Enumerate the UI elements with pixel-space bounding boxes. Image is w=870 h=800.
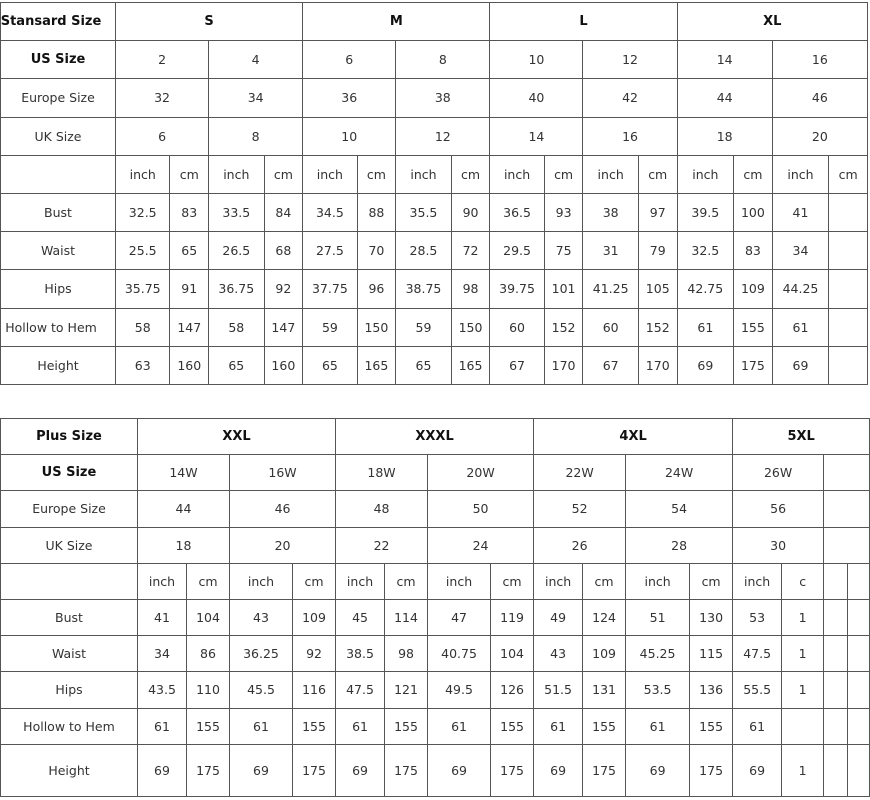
us-size-cell: 8 <box>396 41 490 79</box>
plus-size-table <box>0 418 870 797</box>
measurement-cell: 60 <box>490 308 544 346</box>
unit-cell: inch <box>534 563 583 599</box>
europe-size-label: Europe Size <box>1 79 116 117</box>
measurement-cell: 45.5 <box>230 672 293 708</box>
uk-size-cell: 20 <box>772 117 867 155</box>
europe-size-cell: 40 <box>490 79 583 117</box>
measurement-cell: 65 <box>170 232 209 270</box>
measurement-cell: 38 <box>583 193 638 231</box>
measurement-cell: 69 <box>677 346 733 384</box>
measurement-cell: 43 <box>534 636 583 672</box>
measurement-cell: 61 <box>336 708 385 744</box>
measurement-cell: 34 <box>138 636 187 672</box>
europe-size-cell: 50 <box>428 491 534 527</box>
measurement-cell: 100 <box>734 193 773 231</box>
measurement-cell: 61 <box>230 708 293 744</box>
measurement-cell: 150 <box>451 308 490 346</box>
measurement-cell: 155 <box>734 308 773 346</box>
measurement-cell <box>782 708 824 744</box>
uk-size-cell: 6 <box>116 117 209 155</box>
measurement-cell: 32.5 <box>116 193 170 231</box>
measurement-cell: 97 <box>638 193 677 231</box>
europe-size-cell: 56 <box>733 491 824 527</box>
measurement-cell: 170 <box>544 346 583 384</box>
measurement-cell: 130 <box>690 599 733 635</box>
measurement-cell: 116 <box>293 672 336 708</box>
measurement-label: Waist <box>1 636 138 672</box>
uk-size-cell: 14 <box>490 117 583 155</box>
us-size-cell: 16W <box>230 455 336 491</box>
europe-size-cell: 34 <box>209 79 303 117</box>
measurement-cell: 53.5 <box>626 672 690 708</box>
measurement-cell: 47.5 <box>733 636 782 672</box>
europe-size-cell: 36 <box>303 79 396 117</box>
measurement-cell: 69 <box>230 744 293 796</box>
unit-cell: cm <box>451 155 490 193</box>
measurement-cell <box>848 708 870 744</box>
units-label <box>1 563 138 599</box>
uk-size-row <box>1 117 868 155</box>
unit-cell: inch <box>733 563 782 599</box>
measurement-label: Bust <box>1 599 138 635</box>
unit-cell: inch <box>490 155 544 193</box>
measurement-cell: 36.5 <box>490 193 544 231</box>
measurement-cell <box>848 636 870 672</box>
measurement-cell: 61 <box>733 708 782 744</box>
measurement-cell: 124 <box>583 599 626 635</box>
units-row <box>1 563 870 599</box>
measurement-cell: 109 <box>293 599 336 635</box>
plus-size-title: Plus Size <box>1 419 138 455</box>
measurement-cell: 147 <box>264 308 303 346</box>
measurement-cell <box>829 232 868 270</box>
us-size-cell <box>824 455 870 491</box>
measurement-cell: 58 <box>209 308 264 346</box>
measurement-cell: 165 <box>357 346 396 384</box>
measurement-cell: 45 <box>336 599 385 635</box>
measurement-cell: 63 <box>116 346 170 384</box>
measurement-cell: 165 <box>451 346 490 384</box>
measurement-cell: 59 <box>396 308 451 346</box>
measurement-cell: 61 <box>428 708 491 744</box>
measurement-cell: 44.25 <box>772 270 828 308</box>
measurement-cell: 121 <box>385 672 428 708</box>
measurement-cell: 34.5 <box>303 193 357 231</box>
unit-cell <box>824 563 848 599</box>
europe-size-cell <box>824 491 870 527</box>
measurement-cell: 29.5 <box>490 232 544 270</box>
uk-size-cell: 12 <box>396 117 490 155</box>
unit-cell: cm <box>583 563 626 599</box>
measurement-cell: 67 <box>583 346 638 384</box>
measurement-cell: 47 <box>428 599 491 635</box>
unit-cell: cm <box>544 155 583 193</box>
unit-cell: inch <box>396 155 451 193</box>
measurement-cell: 32.5 <box>677 232 733 270</box>
measurement-row <box>1 270 868 308</box>
measurement-cell: 175 <box>583 744 626 796</box>
unit-cell: inch <box>428 563 491 599</box>
europe-size-label: Europe Size <box>1 491 138 527</box>
measurement-row <box>1 672 870 708</box>
size-group-4xl: 4XL <box>534 419 733 455</box>
measurement-cell: 40.75 <box>428 636 491 672</box>
measurement-cell: 131 <box>583 672 626 708</box>
measurement-cell: 31 <box>583 232 638 270</box>
measurement-cell: 25.5 <box>116 232 170 270</box>
us-size-row <box>1 455 870 491</box>
us-size-cell: 4 <box>209 41 303 79</box>
measurement-cell: 65 <box>396 346 451 384</box>
uk-size-cell <box>824 527 870 563</box>
size-group-xl: XL <box>677 3 867 41</box>
europe-size-cell: 54 <box>626 491 733 527</box>
measurement-cell <box>848 744 870 796</box>
unit-cell: cm <box>385 563 428 599</box>
measurement-cell: 69 <box>733 744 782 796</box>
measurement-row <box>1 744 870 796</box>
measurement-cell: 104 <box>491 636 534 672</box>
measurement-label: Waist <box>1 232 116 270</box>
measurement-cell: 101 <box>544 270 583 308</box>
measurement-row <box>1 193 868 231</box>
measurement-cell: 61 <box>534 708 583 744</box>
measurement-cell: 69 <box>138 744 187 796</box>
unit-cell: cm <box>690 563 733 599</box>
uk-size-row <box>1 527 870 563</box>
uk-size-cell: 24 <box>428 527 534 563</box>
measurement-cell: 93 <box>544 193 583 231</box>
measurement-cell: 55.5 <box>733 672 782 708</box>
unit-cell: inch <box>303 155 357 193</box>
uk-size-cell: 30 <box>733 527 824 563</box>
measurement-cell: 1 <box>782 636 824 672</box>
unit-cell: inch <box>230 563 293 599</box>
measurement-cell <box>829 270 868 308</box>
uk-size-label: UK Size <box>1 527 138 563</box>
us-size-cell: 26W <box>733 455 824 491</box>
measurement-cell <box>829 193 868 231</box>
measurement-cell <box>824 599 848 635</box>
uk-size-cell: 18 <box>138 527 230 563</box>
europe-size-cell: 46 <box>772 79 867 117</box>
measurement-cell <box>824 636 848 672</box>
measurement-label: Height <box>1 744 138 796</box>
measurement-cell: 1 <box>782 744 824 796</box>
measurement-cell: 175 <box>293 744 336 796</box>
measurement-cell <box>824 744 848 796</box>
measurement-cell: 175 <box>187 744 230 796</box>
measurement-cell: 69 <box>772 346 828 384</box>
plus-header-row <box>1 419 870 455</box>
measurement-cell: 67 <box>490 346 544 384</box>
measurement-cell: 104 <box>187 599 230 635</box>
europe-size-cell: 44 <box>138 491 230 527</box>
measurement-cell: 41 <box>772 193 828 231</box>
europe-size-cell: 32 <box>116 79 209 117</box>
measurement-cell: 51 <box>626 599 690 635</box>
measurement-cell: 34 <box>772 232 828 270</box>
measurement-label: Bust <box>1 193 116 231</box>
units-row <box>1 155 868 193</box>
us-size-cell: 6 <box>303 41 396 79</box>
measurement-cell: 91 <box>170 270 209 308</box>
us-size-cell: 10 <box>490 41 583 79</box>
measurement-cell: 147 <box>170 308 209 346</box>
measurement-cell: 160 <box>170 346 209 384</box>
us-size-cell: 20W <box>428 455 534 491</box>
unit-cell: inch <box>677 155 733 193</box>
measurement-cell: 96 <box>357 270 396 308</box>
measurement-cell: 58 <box>116 308 170 346</box>
us-size-label: US Size <box>1 455 138 491</box>
unit-cell: inch <box>626 563 690 599</box>
unit-cell: inch <box>116 155 170 193</box>
measurement-cell: 175 <box>385 744 428 796</box>
measurement-cell: 41 <box>138 599 187 635</box>
unit-cell: cm <box>638 155 677 193</box>
standard-header-row <box>1 3 868 41</box>
unit-cell: cm <box>491 563 534 599</box>
measurement-cell: 38.5 <box>336 636 385 672</box>
europe-size-cell: 44 <box>677 79 772 117</box>
unit-cell: inch <box>583 155 638 193</box>
measurement-cell <box>829 308 868 346</box>
measurement-cell: 35.5 <box>396 193 451 231</box>
uk-size-label: UK Size <box>1 117 116 155</box>
measurement-cell: 155 <box>385 708 428 744</box>
measurement-cell: 45.25 <box>626 636 690 672</box>
measurement-cell: 115 <box>690 636 733 672</box>
us-size-cell: 16 <box>772 41 867 79</box>
measurement-cell <box>848 672 870 708</box>
us-size-row <box>1 41 868 79</box>
measurement-cell: 72 <box>451 232 490 270</box>
us-size-cell: 18W <box>336 455 428 491</box>
measurement-cell: 98 <box>451 270 490 308</box>
measurement-cell: 49 <box>534 599 583 635</box>
measurement-cell: 37.75 <box>303 270 357 308</box>
europe-size-cell: 48 <box>336 491 428 527</box>
measurement-label: Hollow to Hem <box>1 708 138 744</box>
standard-size-table <box>0 2 868 385</box>
measurement-cell: 155 <box>583 708 626 744</box>
measurement-row <box>1 232 868 270</box>
measurement-cell: 92 <box>293 636 336 672</box>
measurement-cell: 27.5 <box>303 232 357 270</box>
unit-cell: cm <box>187 563 230 599</box>
measurement-cell: 36.25 <box>230 636 293 672</box>
measurement-cell: 49.5 <box>428 672 491 708</box>
measurement-cell: 36.75 <box>209 270 264 308</box>
measurement-cell: 83 <box>734 232 773 270</box>
measurement-cell: 39.5 <box>677 193 733 231</box>
us-size-label: US Size <box>1 41 116 79</box>
measurement-cell: 68 <box>264 232 303 270</box>
size-group-5xl: 5XL <box>733 419 870 455</box>
measurement-cell: 38.75 <box>396 270 451 308</box>
uk-size-cell: 18 <box>677 117 772 155</box>
measurement-row <box>1 346 868 384</box>
measurement-cell: 61 <box>138 708 187 744</box>
size-group-l: L <box>490 3 677 41</box>
measurement-cell: 26.5 <box>209 232 264 270</box>
uk-size-cell: 20 <box>230 527 336 563</box>
measurement-cell: 53 <box>733 599 782 635</box>
measurement-cell: 43.5 <box>138 672 187 708</box>
measurement-cell: 42.75 <box>677 270 733 308</box>
measurement-row <box>1 708 870 744</box>
measurement-row <box>1 636 870 672</box>
measurement-cell: 1 <box>782 672 824 708</box>
us-size-cell: 2 <box>116 41 209 79</box>
unit-cell: inch <box>336 563 385 599</box>
measurement-cell: 119 <box>491 599 534 635</box>
measurement-cell: 150 <box>357 308 396 346</box>
measurement-cell: 43 <box>230 599 293 635</box>
measurement-cell: 65 <box>209 346 264 384</box>
uk-size-cell: 28 <box>626 527 733 563</box>
measurement-cell: 90 <box>451 193 490 231</box>
measurement-row <box>1 308 868 346</box>
measurement-cell: 61 <box>677 308 733 346</box>
measurement-cell: 59 <box>303 308 357 346</box>
size-group-m: M <box>303 3 490 41</box>
unit-cell: cm <box>357 155 396 193</box>
unit-cell: inch <box>209 155 264 193</box>
measurement-cell: 41.25 <box>583 270 638 308</box>
measurement-cell: 51.5 <box>534 672 583 708</box>
measurement-cell: 70 <box>357 232 396 270</box>
unit-cell: c <box>782 563 824 599</box>
measurement-cell: 114 <box>385 599 428 635</box>
measurement-cell: 69 <box>428 744 491 796</box>
europe-size-cell: 42 <box>583 79 677 117</box>
measurement-cell: 92 <box>264 270 303 308</box>
measurement-cell: 110 <box>187 672 230 708</box>
measurement-cell: 152 <box>638 308 677 346</box>
measurement-cell: 86 <box>187 636 230 672</box>
measurement-cell: 126 <box>491 672 534 708</box>
measurement-cell: 61 <box>626 708 690 744</box>
measurement-cell: 84 <box>264 193 303 231</box>
measurement-cell: 155 <box>491 708 534 744</box>
units-label <box>1 155 116 193</box>
measurement-label: Hips <box>1 672 138 708</box>
uk-size-cell: 8 <box>209 117 303 155</box>
europe-size-row <box>1 491 870 527</box>
measurement-cell: 47.5 <box>336 672 385 708</box>
uk-size-cell: 16 <box>583 117 677 155</box>
unit-cell: inch <box>772 155 828 193</box>
europe-size-cell: 52 <box>534 491 626 527</box>
measurement-cell: 155 <box>690 708 733 744</box>
measurement-cell <box>824 708 848 744</box>
standard-size-title: Stansard Size <box>1 3 116 41</box>
measurement-cell: 60 <box>583 308 638 346</box>
unit-cell: cm <box>264 155 303 193</box>
measurement-cell: 33.5 <box>209 193 264 231</box>
measurement-row <box>1 599 870 635</box>
measurement-cell: 109 <box>583 636 626 672</box>
unit-cell: cm <box>170 155 209 193</box>
unit-cell: inch <box>138 563 187 599</box>
europe-size-cell: 38 <box>396 79 490 117</box>
unit-cell <box>848 563 870 599</box>
us-size-cell: 24W <box>626 455 733 491</box>
size-group-xxxl: XXXL <box>336 419 534 455</box>
measurement-cell <box>824 672 848 708</box>
measurement-cell: 98 <box>385 636 428 672</box>
measurement-label: Hips <box>1 270 116 308</box>
us-size-cell: 14 <box>677 41 772 79</box>
measurement-cell: 75 <box>544 232 583 270</box>
us-size-cell: 14W <box>138 455 230 491</box>
measurement-cell: 35.75 <box>116 270 170 308</box>
uk-size-cell: 10 <box>303 117 396 155</box>
measurement-cell: 69 <box>534 744 583 796</box>
measurement-cell <box>829 346 868 384</box>
measurement-cell: 83 <box>170 193 209 231</box>
europe-size-cell: 46 <box>230 491 336 527</box>
unit-cell: cm <box>829 155 868 193</box>
unit-cell: cm <box>734 155 773 193</box>
measurement-label: Height <box>1 346 116 384</box>
size-group-xxl: XXL <box>138 419 336 455</box>
measurement-cell: 152 <box>544 308 583 346</box>
measurement-cell: 28.5 <box>396 232 451 270</box>
uk-size-cell: 26 <box>534 527 626 563</box>
unit-cell: cm <box>293 563 336 599</box>
measurement-label: Hollow to Hem <box>1 308 116 346</box>
measurement-cell: 69 <box>626 744 690 796</box>
size-group-s: S <box>116 3 303 41</box>
measurement-cell: 1 <box>782 599 824 635</box>
measurement-cell: 175 <box>734 346 773 384</box>
measurement-cell: 105 <box>638 270 677 308</box>
europe-size-row <box>1 79 868 117</box>
measurement-cell: 39.75 <box>490 270 544 308</box>
measurement-cell: 88 <box>357 193 396 231</box>
measurement-cell: 61 <box>772 308 828 346</box>
measurement-cell: 155 <box>187 708 230 744</box>
us-size-cell: 12 <box>583 41 677 79</box>
measurement-cell: 79 <box>638 232 677 270</box>
measurement-cell: 69 <box>336 744 385 796</box>
measurement-cell: 175 <box>690 744 733 796</box>
measurement-cell: 160 <box>264 346 303 384</box>
measurement-cell: 170 <box>638 346 677 384</box>
measurement-cell: 136 <box>690 672 733 708</box>
us-size-cell: 22W <box>534 455 626 491</box>
measurement-cell: 155 <box>293 708 336 744</box>
uk-size-cell: 22 <box>336 527 428 563</box>
measurement-cell: 65 <box>303 346 357 384</box>
measurement-cell: 175 <box>491 744 534 796</box>
measurement-cell: 109 <box>734 270 773 308</box>
measurement-cell <box>848 599 870 635</box>
